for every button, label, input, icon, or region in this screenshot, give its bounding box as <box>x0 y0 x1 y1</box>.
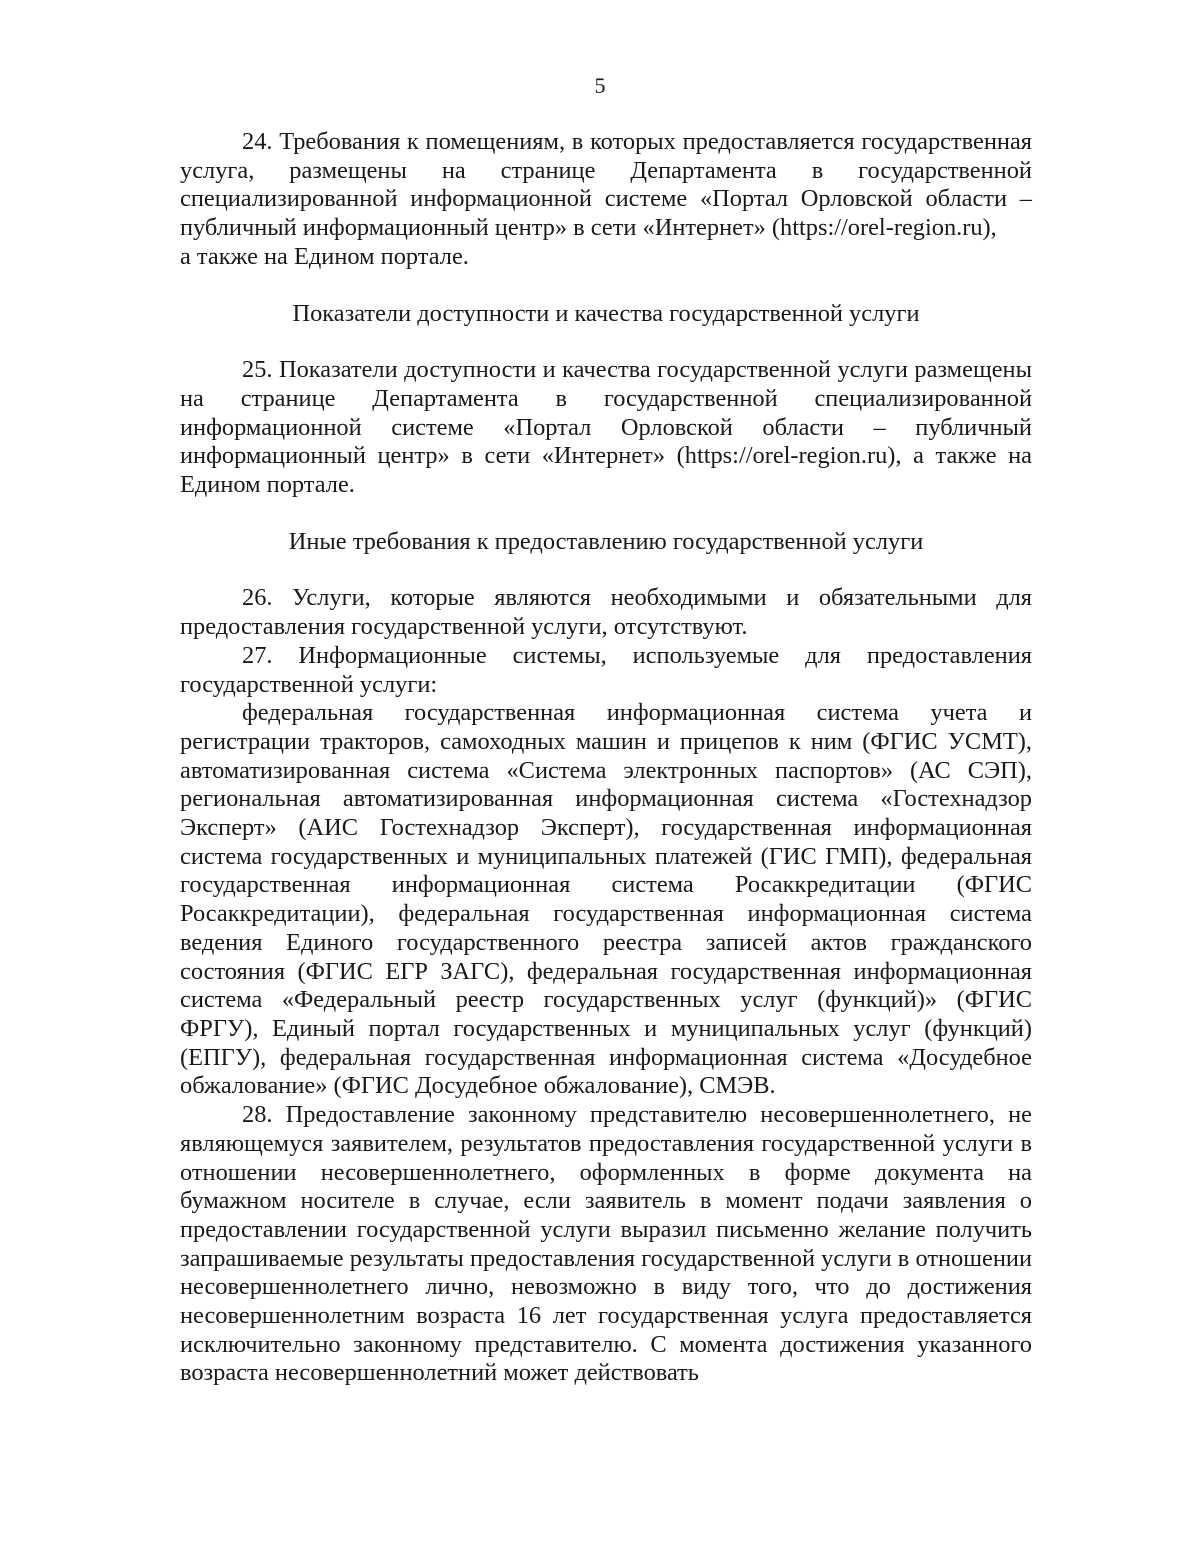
paragraph-26: 26. Услуги, которые являются необходимыми и обязательными для предоставления государственной услуги, отсутствуют. <box>180 584 1032 641</box>
paragraph-28: 28. Предоставление законному представителю несовершеннолетнего, не являющемуся заявителем, результатов предоставления государственной услуги в отношении несовершеннолетнего, оформленных в форме документа на бумажном носителе в случае, если заявитель в момент подачи заявления о предоставлении государственной услуги выразил письменно желание получить запрашиваемые результаты предоставления государственной услуги в отношении несовершеннолетнего лично, невозможно в виду того, что до достижения несовершеннолетним возраста 16 лет государственная услуга предоставляется исключительно законному представителю. С момента достижения указанного возраста несовершеннолетний может действовать <box>180 1101 1032 1387</box>
section-heading-other-requirements: Иные требования к предоставлению государственной услуги <box>288 527 924 555</box>
section-heading-availability-quality: Показатели доступности и качества государственной услуги <box>292 299 920 327</box>
page-number: 5 <box>594 73 606 98</box>
paragraph-24: 24. Требования к помещениям, в которых предоставляется государственная услуга, размещены на странице Департамента в государственной специализированной информационной системе «Портал Орловской области – публичный информационный центр» в сети «Интернет» (https://orel-region.ru), <box>180 128 1032 242</box>
paragraph-24-continuation: а также на Едином портале. <box>180 242 469 270</box>
paragraph-27: 27. Информационные системы, используемые для предоставления государственной услуги: <box>180 641 1032 698</box>
document-body <box>180 128 1032 1388</box>
paragraph-27-systems-list: федеральная государственная информационная система учета и регистрации тракторов, самоходных машин и прицепов к ним (ФГИС УСМТ), автоматизированная система «Система электронных паспортов» (АС СЭП), региональная автоматизированная информационная система «Гостехнадзор Эксперт» (АИС Гостехнадзор Эксперт), государственная информационная система государственных и муниципальных платежей (ГИС ГМП), федеральная государственная информационная система Росаккредитации (ФГИС Росаккредитации), федеральная государственная информационная система ведения Единого государственного реестра записей актов гражданского состояния (ФГИС ЕГР ЗАГС), федеральная государственная информационная система «Федеральный реестр государственных услуг (функций)» (ФГИС ФРГУ), Единый портал государственных и муниципальных услуг (функций) (ЕПГУ), федеральная государственная информационная система «Досудебное обжалование» (ФГИС Досудебное обжалование), СМЭВ. <box>180 699 1032 1100</box>
paragraph-25: 25. Показатели доступности и качества государственной услуги размещены на странице Департамента в государственной специализированной информационной системе «Портал Орловской области – публичный информационный центр» в сети «Интернет» (https://orel-region.ru), а также на Едином портале. <box>180 356 1032 499</box>
